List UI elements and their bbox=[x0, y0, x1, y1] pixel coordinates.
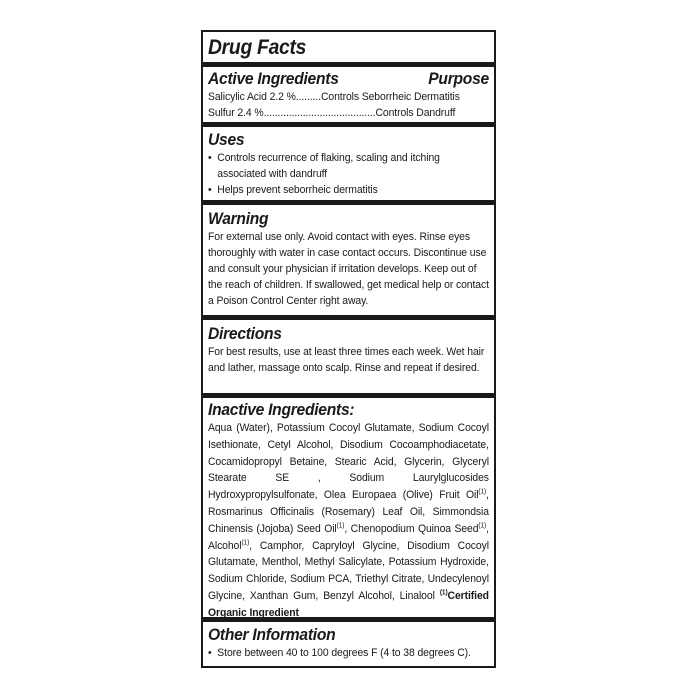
uses-heading: Uses bbox=[208, 130, 245, 149]
organic-marker: (1) bbox=[439, 589, 448, 597]
warning-heading: Warning bbox=[208, 209, 269, 228]
active-header-row bbox=[208, 69, 489, 89]
organic-marker: (1) bbox=[336, 522, 345, 530]
inactive-ingredients-heading: Inactive Ingredients: bbox=[208, 400, 355, 419]
inactive-ingredients-section bbox=[203, 398, 494, 622]
title-section bbox=[203, 32, 494, 67]
bullet-icon: • bbox=[208, 647, 212, 659]
bullet-icon: • bbox=[208, 184, 212, 196]
list-item: • Controls recurrence of flaking, scaling and itching associated with dandruff bbox=[208, 152, 440, 180]
organic-marker: (1) bbox=[241, 538, 250, 546]
list-item: • Store between 40 to 100 degrees F (4 to 38 degrees C). bbox=[208, 647, 471, 659]
other-information-heading: Other Information bbox=[208, 625, 336, 644]
organic-marker: (1) bbox=[478, 522, 487, 530]
directions-section bbox=[203, 320, 494, 398]
active-ingredients-heading: Active Ingredients bbox=[208, 69, 339, 88]
drug-facts-panel bbox=[201, 30, 496, 668]
warning-section bbox=[203, 205, 494, 320]
bullet-icon: • bbox=[208, 152, 212, 164]
other-information-section bbox=[203, 622, 494, 661]
certified-organic-note: Certified Organic Ingredient bbox=[208, 589, 489, 619]
inactive-ingredients-text: Aqua (Water), Potassium Cocoyl Glutamate, Sodium Cocoyl Isethionate, Cetyl Alcohol, Disodium Cocoamphodiacetate, Cocamidopropyl Betaine, Stearic Acid, Glycerin, Glyceryl Stearate SE , Sodium Laurylglucosides Hydroxypropylsulfonate, Olea Europaea (Olive) Fruit Oil$^{(1)}$, Rosmarinus Officinalis (Rosemary) Leaf Oil, Simmondsia Chinensis (Jojoba) Seed Oil$^{(1)}$, Chenopodium Quinoa Seed$^{(1)}$, Alcohol$^{(1)}$, Camphor, Capryloyl Glycine, Disodium Cocoyl Glutamate, Menthol, Methyl Salicylate, Potassium Hydroxide, Sodium Chloride, Sodium PCA, Triethyl Citrate, Undecylenoyl Glycine, Xanthan Gum, Benzyl Alcohol, Linalool $^{(1)}$Certified Organic Ingredient bbox=[208, 422, 489, 619]
page-title: Drug Facts bbox=[208, 36, 307, 59]
uses-list bbox=[208, 150, 489, 198]
list-item: • Helps prevent seborrheic dermatitis bbox=[208, 184, 378, 196]
purpose-heading: Purpose bbox=[428, 69, 489, 88]
organic-marker: (1) bbox=[478, 488, 487, 496]
active-row: Salicylic Acid 2.2 %.........Controls Seborrheic Dermatitis bbox=[208, 91, 460, 103]
active-row: Sulfur 2.4 %........................................Controls Dandruff bbox=[208, 107, 456, 119]
other-information-list bbox=[208, 645, 489, 661]
active-ingredients-section bbox=[203, 67, 494, 127]
directions-text: For best results, use at least three times each week. Wet hair and lather, massage onto scalp. Rinse and repeat if desired. bbox=[208, 346, 485, 374]
warning-text: For external use only. Avoid contact with eyes. Rinse eyes thoroughly with water in case contact occurs. Discontinue use and consult your physician if irritation develops. Keep out of the reach of children. If swallowed, get medical help or contact a Poison Control Center right away. bbox=[208, 231, 489, 307]
directions-heading: Directions bbox=[208, 324, 282, 343]
uses-section bbox=[203, 127, 494, 205]
active-ingredients-list bbox=[208, 89, 489, 121]
